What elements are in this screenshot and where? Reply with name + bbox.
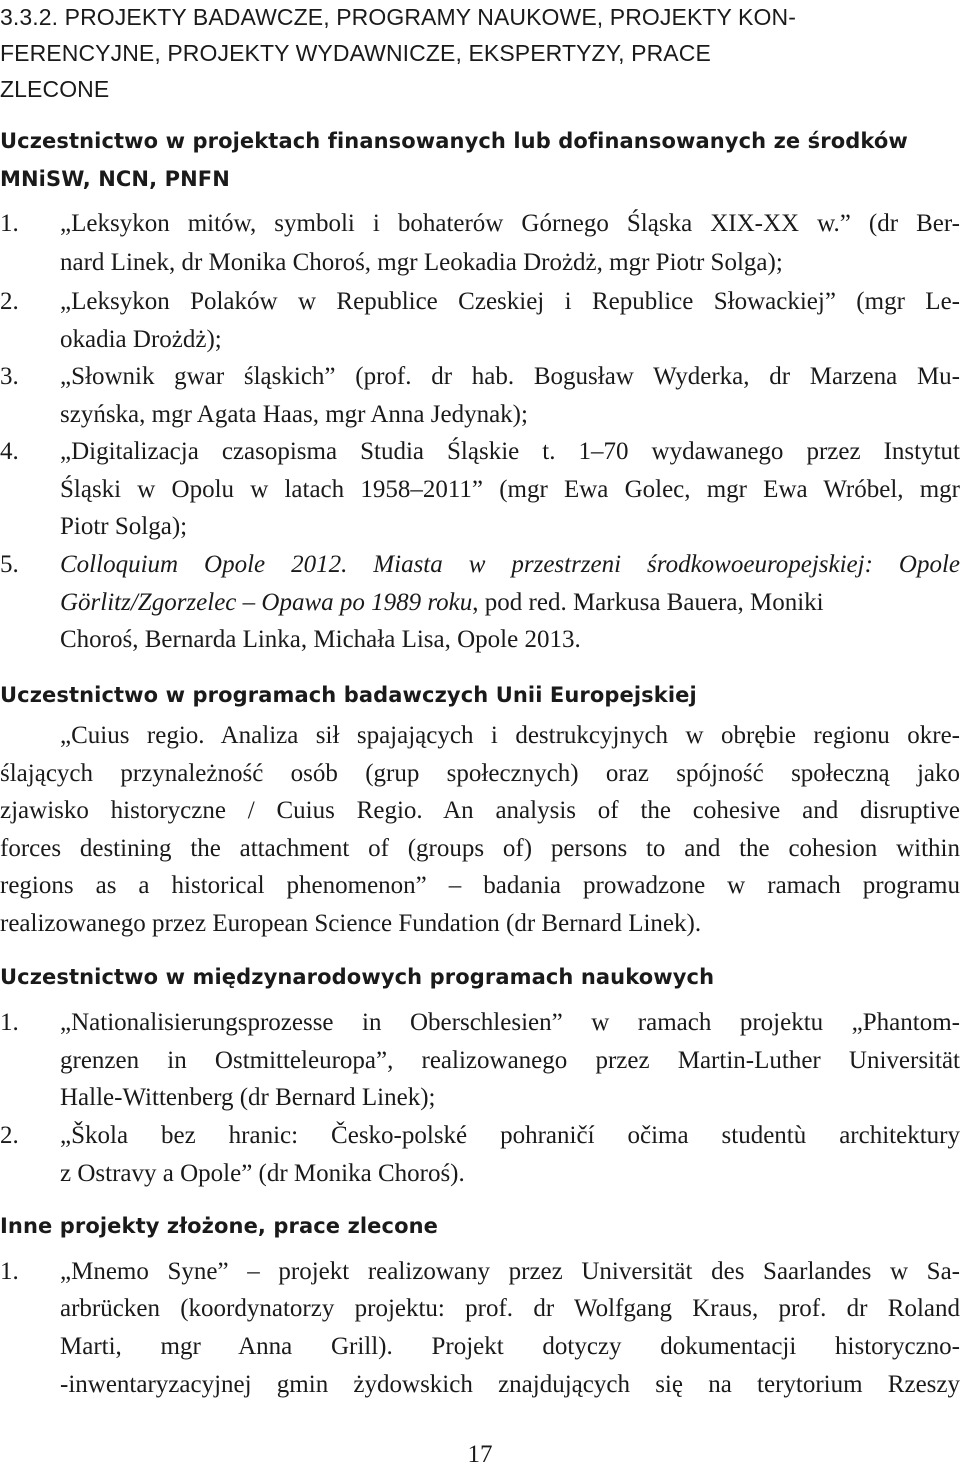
section-heading-line-3: ZLECONE — [0, 76, 110, 102]
list-item-line: Halle-Wittenberg (dr Bernard Linek); — [60, 1084, 436, 1111]
list-number: 5. — [0, 551, 19, 578]
subheading-eu: Uczestnictwo w programach badawczych Unii Europejskiej — [0, 683, 697, 707]
list-item-line: „Leksykon Polaków w Republice Czeskiej i Republice Słowackiej” (mgr Le- — [60, 288, 960, 315]
italic-title: Görlitz/Zgorzelec – Opawa po 1989 roku — [60, 589, 473, 616]
list-item-line: „Nationalisierungsprozesse in Oberschlesien” w ramach projektu „Phantom- — [60, 1009, 960, 1036]
section-heading-line-2: FERENCYJNE, PROJEKTY WYDAWNICZE, EKSPERTYZY, PRACE — [0, 40, 711, 66]
list-item-line: -inwentaryzacyjnej gmin żydowskich znajdujących się na terytorium Rzeszy — [60, 1371, 960, 1398]
paragraph-line: forces destining the attachment of (groups of) persons to and the cohesion within — [0, 835, 960, 862]
subheading-mnisw-line-2: MNiSW, NCN, PNFN — [0, 167, 230, 191]
list-number: 1. — [0, 1258, 19, 1285]
list-number: 1. — [0, 210, 19, 237]
list-number: 2. — [0, 288, 19, 315]
page-number: 17 — [467, 1441, 493, 1468]
list-item-line: „Škola bez hranic: Česko-polské pohraničí očima studentù architektury — [60, 1122, 960, 1149]
list-item-line: z Ostravy a Opole” (dr Monika Choroś). — [60, 1160, 465, 1187]
subheading-other: Inne projekty złożone, prace zlecone — [0, 1214, 438, 1238]
list-item-text: , pod red. Markusa Bauera, Moniki — [472, 589, 824, 616]
list-number: 2. — [0, 1122, 19, 1149]
list-item-line: „Leksykon mitów, symboli i bohaterów Górnego Śląska XIX-XX w.” (dr Ber- — [60, 210, 960, 237]
list-item-line: „Słownik gwar śląskich” (prof. dr hab. Bogusław Wyderka, dr Marzena Mu- — [60, 363, 960, 390]
subheading-intl: Uczestnictwo w międzynarodowych programach naukowych — [0, 965, 715, 989]
list-item-line — [60, 546, 960, 584]
paragraph-line: regions as a historical phenomenon” – badania prowadzone w ramach programu — [0, 872, 960, 899]
subheading-mnisw-line-1: Uczestnictwo w projektach finansowanych lub dofinansowanych ze środków — [0, 129, 908, 153]
list-item-line: „Digitalizacja czasopisma Studia Śląskie t. 1–70 wydawanego przez Instytut — [60, 438, 960, 465]
list-item-line: Marti, mgr Anna Grill). Projekt dotyczy dokumentacji historyczno- — [60, 1333, 960, 1360]
paragraph-line: realizowanego przez European Science Fundation (dr Bernard Linek). — [0, 910, 702, 937]
paragraph-line: „Cuius regio. Analiza sił spajających i destrukcyjnych w obrębie regionu okre- — [60, 722, 960, 749]
list-number: 4. — [0, 438, 19, 465]
list-item-line: Śląski w Opolu w latach 1958–2011” (mgr Ewa Golec, mgr Ewa Wróbel, mgr — [60, 476, 960, 503]
list-item-line: „Mnemo Syne” – projekt realizowany przez Universität des Saarlandes w Sa- — [60, 1258, 960, 1285]
paragraph-line: ślających przynależność osób (grup społecznych) oraz spójność społeczną jako — [0, 760, 960, 787]
list-item-line: nard Linek, dr Monika Choroś, mgr Leokadia Drożdż, mgr Piotr Solga); — [60, 249, 783, 276]
list-item-line: arbrücken (koordynatorzy projektu: prof. dr Wolfgang Kraus, prof. dr Roland — [60, 1295, 960, 1322]
list-item-line: Piotr Solga); — [60, 513, 188, 540]
list-number: 1. — [0, 1009, 19, 1036]
list-number: 3. — [0, 363, 19, 390]
list-item-line: grenzen in Ostmitteleuropa”, realizowanego przez Martin-Luther Universität — [60, 1047, 960, 1074]
section-heading-line-1: 3.3.2. PROJEKTY BADAWCZE, PROGRAMY NAUKOWE, PROJEKTY KON- — [0, 4, 796, 30]
list-item-line: szyńska, mgr Agata Haas, mgr Anna Jedynak); — [60, 401, 528, 428]
italic-title: Colloquium Opole 2012. Miasta w przestrzeni środkowoeuropejskiej: Opole — [60, 551, 960, 578]
paragraph-line: zjawisko historyczne / Cuius Regio. An analysis of the cohesive and disruptive — [0, 797, 960, 824]
list-item-line: okadia Drożdż); — [60, 326, 222, 353]
list-item-line — [60, 584, 960, 622]
list-item-line: Choroś, Bernarda Linka, Michała Lisa, Opole 2013. — [60, 626, 581, 653]
